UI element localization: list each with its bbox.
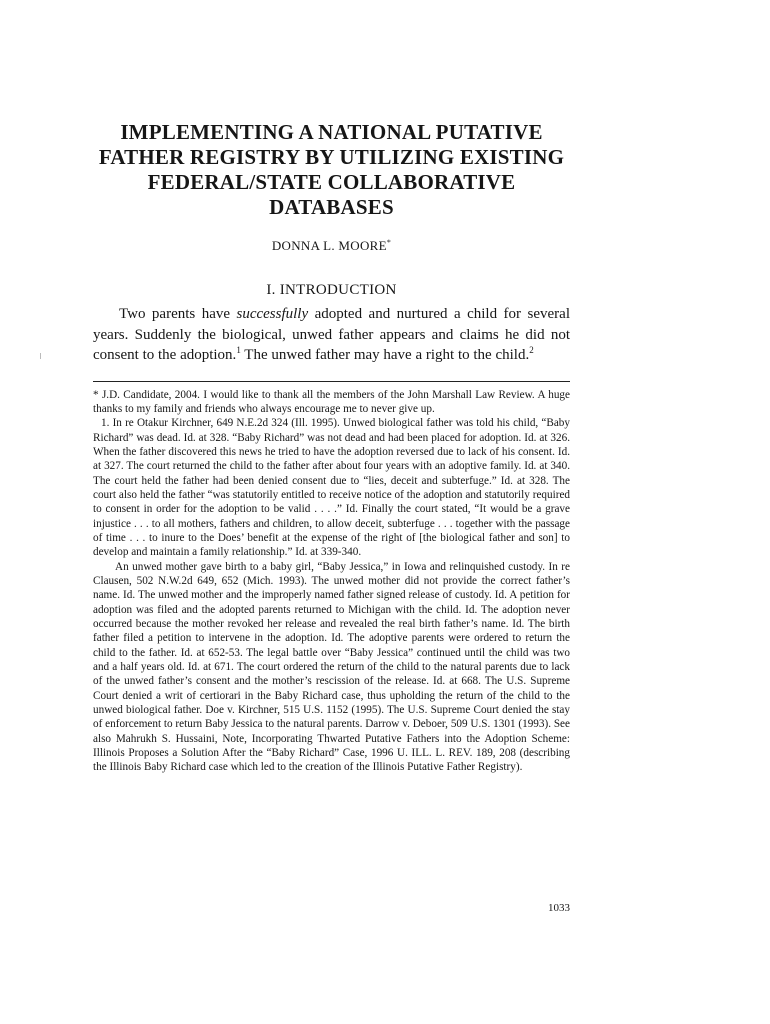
- footnote-1-part-b: An unwed mother gave birth to a baby girl, “Baby Jessica,” in Iowa and relinquished custody. In re Clausen, 502 N.W.2d 649, 652 (Mich. 1993). The unwed mother did not provide the correct father’s name. Id. The unwed mother and the improperly named father signed release of custody. Id. A petition for adoption was filed and the adopted parents returned to Michigan with the child. Id. The adoption never occurred because the mother revoked her release and revealed the real birth father’s name. Id. The birth father filed a petition to intervene in the adoption. Id. The adoptive parents were ordered to return the child to the father. Id. at 652-53. The legal battle over “Baby Jessica” continued until the child was two and a half years old. Id. at 671. The court ordered the return of the child to the natural parents due to lack of the unwed father’s consent and the mother’s rescission of the release. Id. at 668. The U.S. Supreme Court denied a writ of certiorari in the Baby Richard case, thus upholding the return of the child to the unwed biological father. Doe v. Kirchner, 515 U.S. 1152 (1995). The U.S. Supreme Court denied the stay of enforcement to return Baby Jessica to the natural parents. Darrow v. Deboer, 509 U.S. 1301 (1993). See also Mahrukh S. Hussaini, Note, Incorporating Thwarted Putative Fathers into the Adoption Scheme: Illinois Proposes a Solution After the “Baby Richard” Case, 1996 U. ILL. L. REV. 189, 208 (describing the Illinois Baby Richard case which led to the creation of the Illinois Putative Father Registry).: [93, 560, 570, 774]
- title-line-4: DATABASES: [269, 195, 394, 219]
- footnote-star: * J.D. Candidate, 2004. I would like to thank all the members of the John Marshall Law Review. A huge thanks to my family and friends who always encourage me to never give up.: [93, 388, 570, 415]
- intro-text-3: The unwed father may have a right to the child.: [240, 347, 530, 363]
- margin-mark: [40, 353, 41, 359]
- article-title: [93, 120, 570, 220]
- intro-emphasis: successfully: [236, 306, 309, 322]
- intro-text-1: Two parents have: [119, 306, 237, 322]
- footnote-1-part-a: 1. In re Otakur Kirchner, 649 N.E.2d 324 (Ill. 1995). Unwed biological father was told his child, “Baby Richard” was dead. Id. at 328. “Baby Richard” was not dead and had been placed for adoption. Id. at 326. When the father discovered this news he tried to have the adoption reversed due to lack of his consent. Id. at 327. The court returned the child to the father after about four years with an adoptive family. Id. at 340. The court held the father had been denied consent due to “lies, deceit and subterfuge.” Id. at 328. The court also held the father “was statutorily entitled to receive notice of the adoption and statutorily required to consent in order for the adoption to be valid . . . .” Id. Finally the court stated, “It would be a grave injustice . . . to all mothers, fathers and children, to allow deceit, subterfuge . . . together with the passage of time . . . to inure to the Does’ benefit at the expense of the right of [the biological father and son] to develop and maintain a family relationship.” Id. at 339-340.: [93, 417, 570, 559]
- page-number: 1033: [548, 902, 570, 914]
- footnote-divider: [93, 381, 570, 382]
- title-line-1: IMPLEMENTING A NATIONAL PUTATIVE: [120, 120, 543, 144]
- author-name: DONNA L. MOORE: [271, 238, 387, 253]
- author-byline: [93, 238, 570, 254]
- section-heading: I. INTRODUCTION: [266, 282, 397, 298]
- intro-text-2: adopted and nurtured a child for several years. Suddenly the biological, unwed father appears and claims he did not consent to the adoption.: [93, 306, 570, 363]
- footnote-ref-2[interactable]: 2: [529, 345, 534, 355]
- title-line-2: FATHER REGISTRY BY UTILIZING EXISTING: [98, 145, 565, 169]
- title-line-3: FEDERAL/STATE COLLABORATIVE: [147, 170, 516, 194]
- article-page: [93, 120, 570, 775]
- intro-paragraph: [93, 304, 570, 366]
- footnote-ref-1[interactable]: 1: [236, 345, 241, 355]
- author-footnote-mark[interactable]: *: [386, 238, 392, 247]
